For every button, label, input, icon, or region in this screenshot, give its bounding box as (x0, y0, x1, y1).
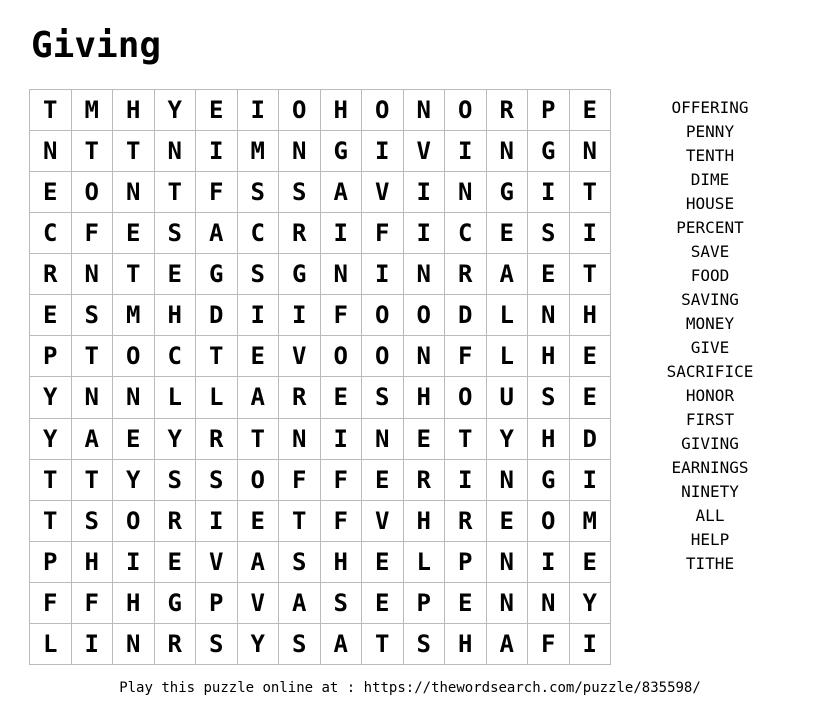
grid-cell: N (113, 624, 155, 665)
grid-cell: E (113, 213, 155, 254)
grid-cell: M (570, 501, 612, 542)
grid-cell: S (72, 295, 114, 336)
grid-cell: I (445, 131, 487, 172)
grid-cell: O (238, 460, 280, 501)
word-list-item: DIME (690, 170, 730, 189)
word-list (640, 96, 780, 576)
grid-cell: N (404, 90, 446, 131)
footer-link-text: Play this puzzle online at : https://thewordsearch.com/puzzle/835598/ (119, 680, 701, 696)
grid-cell: F (362, 213, 404, 254)
grid-cell: O (279, 90, 321, 131)
grid-cell: S (72, 501, 114, 542)
grid-cell: L (30, 624, 72, 665)
grid-cell: O (404, 295, 446, 336)
grid-cell: R (445, 501, 487, 542)
grid-cell: T (72, 131, 114, 172)
grid-cell: O (362, 295, 404, 336)
grid-cell: T (30, 90, 72, 131)
grid-cell: R (487, 90, 529, 131)
word-list-item: EARNINGS (671, 458, 749, 477)
grid-cell: S (279, 172, 321, 213)
grid-cell: N (279, 419, 321, 460)
grid-cell: I (404, 213, 446, 254)
grid-cell: I (238, 295, 280, 336)
grid-cell: H (113, 90, 155, 131)
grid-cell: I (321, 213, 363, 254)
grid-cell: A (487, 624, 529, 665)
grid-cell: T (113, 254, 155, 295)
grid-cell: H (321, 90, 363, 131)
page-title: Giving (31, 25, 162, 66)
grid-cell: Y (570, 583, 612, 624)
grid-cell: T (30, 460, 72, 501)
grid-cell: D (445, 295, 487, 336)
word-list-item: FIRST (685, 410, 735, 429)
grid-cell: L (155, 377, 197, 418)
grid-cell: E (528, 254, 570, 295)
grid-cell: O (362, 336, 404, 377)
word-list-item: HONOR (685, 386, 735, 405)
grid-cell: V (362, 172, 404, 213)
grid-cell: M (238, 131, 280, 172)
grid-cell: I (445, 460, 487, 501)
grid-cell: E (155, 542, 197, 583)
grid-cell: F (445, 336, 487, 377)
grid-cell: I (362, 131, 404, 172)
grid-cell: A (238, 542, 280, 583)
grid-cell: O (445, 90, 487, 131)
word-list-item: TENTH (685, 146, 735, 165)
grid-cell: I (570, 624, 612, 665)
grid-cell: I (238, 90, 280, 131)
grid-cell: N (528, 295, 570, 336)
grid-cell: G (155, 583, 197, 624)
grid-cell: E (487, 501, 529, 542)
word-list-item: OFFERING (671, 98, 749, 117)
grid-cell: P (445, 542, 487, 583)
grid-cell: A (321, 172, 363, 213)
grid-cell: R (279, 377, 321, 418)
grid-cell: C (238, 213, 280, 254)
grid-cell: E (30, 295, 72, 336)
grid-cell: T (196, 336, 238, 377)
grid-cell: N (155, 131, 197, 172)
grid-cell: S (155, 213, 197, 254)
grid-cell: S (238, 172, 280, 213)
grid-cell: N (72, 377, 114, 418)
grid-cell: R (404, 460, 446, 501)
grid-cell: E (155, 254, 197, 295)
word-list-item: PENNY (685, 122, 735, 141)
grid-cell: S (279, 624, 321, 665)
grid-cell: T (445, 419, 487, 460)
grid-cell: R (30, 254, 72, 295)
grid-cell: E (113, 419, 155, 460)
grid-cell: O (321, 336, 363, 377)
grid-cell: N (404, 336, 446, 377)
grid-cell: E (362, 542, 404, 583)
grid-cell: H (445, 624, 487, 665)
grid-cell: C (445, 213, 487, 254)
grid-cell: E (570, 90, 612, 131)
grid-cell: E (404, 419, 446, 460)
grid-cell: E (362, 460, 404, 501)
grid-cell: E (196, 90, 238, 131)
grid-cell: L (404, 542, 446, 583)
word-list-item: GIVING (681, 434, 739, 453)
grid-cell: T (30, 501, 72, 542)
grid-cell: N (404, 254, 446, 295)
word-list-item: SAVE (690, 242, 730, 261)
grid-cell: P (30, 542, 72, 583)
grid-cell: P (528, 90, 570, 131)
grid-cell: P (30, 336, 72, 377)
grid-cell: L (487, 336, 529, 377)
grid-cell: N (570, 131, 612, 172)
grid-cell: S (528, 213, 570, 254)
grid-cell: E (362, 583, 404, 624)
grid-cell: T (238, 419, 280, 460)
grid-cell: S (196, 460, 238, 501)
grid-cell: Y (487, 419, 529, 460)
grid-cell: T (72, 336, 114, 377)
grid-cell: F (279, 460, 321, 501)
grid-cell: N (113, 172, 155, 213)
grid-cell: Y (155, 90, 197, 131)
grid-cell: G (279, 254, 321, 295)
grid-cell: H (72, 542, 114, 583)
grid-cell: F (72, 213, 114, 254)
grid-cell: V (362, 501, 404, 542)
grid-cell: Y (238, 624, 280, 665)
grid-cell: V (196, 542, 238, 583)
grid-cell: S (362, 377, 404, 418)
grid-cell: E (238, 501, 280, 542)
grid-cell: R (445, 254, 487, 295)
grid-cell: T (570, 172, 612, 213)
grid-cell: E (570, 377, 612, 418)
word-list-item: TITHE (685, 554, 735, 573)
grid-cell: S (238, 254, 280, 295)
grid-cell: I (321, 419, 363, 460)
grid-cell: E (30, 172, 72, 213)
word-list-item: NINETY (681, 482, 739, 501)
grid-cell: F (72, 583, 114, 624)
grid-cell: A (279, 583, 321, 624)
grid-cell: E (445, 583, 487, 624)
grid-cell: R (279, 213, 321, 254)
grid-cell: R (155, 624, 197, 665)
word-list-item: HOUSE (685, 194, 735, 213)
grid-cell: I (528, 172, 570, 213)
grid-cell: I (570, 213, 612, 254)
grid-cell: A (238, 377, 280, 418)
grid-cell: H (528, 336, 570, 377)
grid-cell: E (238, 336, 280, 377)
grid-cell: N (321, 254, 363, 295)
grid-cell: A (487, 254, 529, 295)
letter-grid (29, 89, 611, 665)
grid-cell: H (570, 295, 612, 336)
grid-cell: N (528, 583, 570, 624)
grid-cell: F (528, 624, 570, 665)
grid-cell: V (238, 583, 280, 624)
grid-cell: N (30, 131, 72, 172)
grid-cell: L (487, 295, 529, 336)
grid-cell: T (362, 624, 404, 665)
grid-cell: M (72, 90, 114, 131)
grid-cell: O (528, 501, 570, 542)
grid-cell: O (445, 377, 487, 418)
grid-cell: S (404, 624, 446, 665)
grid-cell: N (72, 254, 114, 295)
grid-cell: R (196, 419, 238, 460)
grid-cell: I (362, 254, 404, 295)
grid-cell: N (279, 131, 321, 172)
grid-cell: C (155, 336, 197, 377)
grid-cell: F (196, 172, 238, 213)
grid-cell: O (113, 336, 155, 377)
grid-cell: C (30, 213, 72, 254)
word-list-item: MONEY (685, 314, 735, 333)
word-list-item: SACRIFICE (666, 362, 754, 381)
grid-cell: R (155, 501, 197, 542)
grid-cell: P (196, 583, 238, 624)
grid-cell: G (196, 254, 238, 295)
grid-cell: I (528, 542, 570, 583)
word-list-item: GIVE (690, 338, 730, 357)
grid-cell: A (72, 419, 114, 460)
grid-cell: H (113, 583, 155, 624)
grid-cell: T (279, 501, 321, 542)
grid-cell: I (72, 624, 114, 665)
grid-cell: I (279, 295, 321, 336)
grid-cell: O (72, 172, 114, 213)
grid-cell: N (487, 583, 529, 624)
grid-cell: G (487, 172, 529, 213)
grid-cell: I (113, 542, 155, 583)
grid-cell: T (570, 254, 612, 295)
grid-cell: Y (113, 460, 155, 501)
grid-cell: I (404, 172, 446, 213)
word-list-item: ALL (695, 506, 725, 525)
grid-cell: S (196, 624, 238, 665)
grid-cell: N (445, 172, 487, 213)
grid-cell: I (196, 501, 238, 542)
grid-cell: Y (30, 419, 72, 460)
word-list-item: FOOD (690, 266, 730, 285)
grid-cell: H (404, 501, 446, 542)
grid-cell: U (487, 377, 529, 418)
grid-cell: T (155, 172, 197, 213)
grid-cell: F (30, 583, 72, 624)
grid-cell: E (487, 213, 529, 254)
grid-cell: H (155, 295, 197, 336)
grid-cell: D (570, 419, 612, 460)
grid-cell: P (404, 583, 446, 624)
grid-cell: S (321, 583, 363, 624)
grid-cell: A (321, 624, 363, 665)
grid-cell: N (487, 131, 529, 172)
grid-cell: Y (155, 419, 197, 460)
grid-cell: V (404, 131, 446, 172)
word-list-item: SAVING (681, 290, 739, 309)
grid-cell: S (279, 542, 321, 583)
grid-cell: N (362, 419, 404, 460)
grid-cell: T (113, 131, 155, 172)
grid-cell: F (321, 460, 363, 501)
grid-cell: A (196, 213, 238, 254)
grid-cell: G (528, 131, 570, 172)
grid-cell: G (528, 460, 570, 501)
grid-cell: H (404, 377, 446, 418)
grid-cell: M (113, 295, 155, 336)
grid-cell: H (528, 419, 570, 460)
grid-cell: E (570, 336, 612, 377)
grid-cell: O (362, 90, 404, 131)
grid-cell: S (528, 377, 570, 418)
grid-cell: S (155, 460, 197, 501)
grid-cell: D (196, 295, 238, 336)
word-list-item: PERCENT (676, 218, 744, 237)
word-list-item: HELP (690, 530, 730, 549)
grid-cell: V (279, 336, 321, 377)
grid-cell: N (487, 460, 529, 501)
grid-cell: N (487, 542, 529, 583)
grid-cell: H (321, 542, 363, 583)
grid-cell: F (321, 295, 363, 336)
grid-cell: I (570, 460, 612, 501)
grid-cell: Y (30, 377, 72, 418)
grid-cell: N (113, 377, 155, 418)
grid-cell: T (72, 460, 114, 501)
grid-cell: F (321, 501, 363, 542)
grid-cell: I (196, 131, 238, 172)
grid-cell: E (570, 542, 612, 583)
grid-cell: G (321, 131, 363, 172)
grid-cell: E (321, 377, 363, 418)
grid-cell: O (113, 501, 155, 542)
grid-cell: L (196, 377, 238, 418)
